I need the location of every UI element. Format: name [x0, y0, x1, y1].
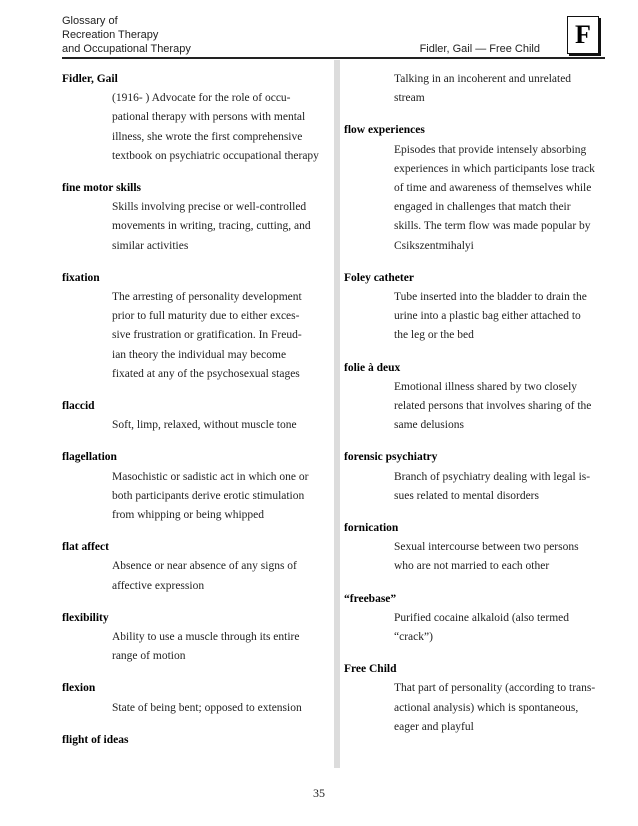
glossary-entry — [62, 731, 330, 750]
glossary-entry — [344, 121, 606, 255]
glossary-term: Fidler, Gail — [62, 73, 118, 85]
definition-line: urine into a plastic bag either attached to — [394, 310, 581, 323]
glossary-entry — [62, 448, 330, 525]
definition — [394, 70, 606, 108]
section-letter-badge: F — [567, 16, 599, 54]
definition-line: That part of personality (according to trans- — [394, 682, 596, 695]
definition — [112, 288, 330, 384]
glossary-term: flight of ideas — [62, 733, 129, 746]
definition-line: Episodes that provide intensely absorbing — [394, 143, 587, 156]
definition-line: experiences in which participants lose track — [394, 162, 595, 175]
glossary-term: flexion — [62, 682, 96, 695]
right-column — [344, 70, 606, 750]
definition-line: sues related to mental disorders — [394, 489, 539, 502]
definition-line: Emotional illness shared by two closely — [394, 380, 578, 393]
glossary-entry — [62, 538, 330, 596]
definition-line: Soft, limp, relaxed, without muscle tone — [112, 419, 297, 432]
definition-line: affective expression — [112, 579, 205, 592]
definition-line: eager and playful — [394, 720, 474, 733]
glossary-term: flat affect — [62, 541, 109, 554]
definition-line: “crack”) — [394, 631, 433, 644]
definition — [394, 679, 606, 737]
glossary-entry — [62, 609, 330, 667]
definition-line: same delusions — [394, 419, 464, 432]
glossary-term: flagellation — [62, 451, 117, 464]
definition-line: Branch of psychiatry dealing with legal is- — [394, 470, 591, 483]
definition-line: prior to full maturity due to either exces- — [112, 310, 300, 323]
definition — [394, 288, 606, 346]
glossary-term: fornication — [344, 522, 399, 535]
glossary-term: “freebase” — [344, 592, 397, 605]
definition-line: fixated at any of the psychosexual stages — [112, 367, 300, 380]
definition — [394, 378, 606, 436]
definition-line: Purified cocaine alkaloid (also termed — [394, 611, 569, 624]
definition-line: Csikszentmihalyi — [394, 239, 474, 252]
definition — [112, 198, 330, 256]
glossary-term: flexibility — [62, 611, 109, 624]
definition-line: sive frustration or gratification. In Freud- — [112, 329, 302, 342]
definition-line: from whipping or being whipped — [112, 509, 265, 522]
definition-line: illness, she wrote the first comprehensive — [112, 130, 303, 143]
definition — [112, 89, 330, 166]
glossary-entry — [62, 269, 330, 384]
running-head: Fidler, Gail — Free Child — [419, 43, 540, 55]
definition-line: textbook on psychiatric occupational therapy — [112, 149, 319, 162]
glossary-entry — [344, 660, 606, 737]
definition-line: Skills involving precise or well-controlled — [112, 201, 307, 214]
definition — [112, 628, 330, 666]
definition-line: of time and awareness of themselves while — [394, 182, 592, 195]
definition-line: similar activities — [112, 239, 189, 252]
header-rule — [62, 57, 605, 59]
glossary-entry — [344, 359, 606, 436]
page-number: 35 — [313, 786, 325, 800]
glossary-term: fixation — [62, 271, 100, 284]
glossary-term: folie à deux — [344, 361, 401, 374]
definition — [394, 538, 606, 576]
definition — [112, 699, 330, 718]
left-column — [62, 70, 330, 763]
definition — [112, 557, 330, 595]
definition-line: related persons that involves sharing of the — [394, 400, 592, 413]
definition — [112, 468, 330, 526]
glossary-entry — [62, 70, 330, 166]
glossary-entry — [344, 519, 606, 577]
definition-line: range of motion — [112, 650, 186, 663]
glossary-entry — [62, 679, 330, 717]
definition-line: (1916- ) Advocate for the role of occu- — [112, 92, 291, 105]
glossary-term: Free Child — [344, 663, 397, 676]
definition-line: who are not married to each other — [394, 560, 550, 573]
glossary-entry — [62, 397, 330, 435]
definition-line: skills. The term flow was made popular by — [394, 220, 591, 233]
definition-line: Sexual intercourse between two persons — [394, 541, 579, 554]
definition-line: movements in writing, tracing, cutting, and — [112, 220, 311, 233]
book-title-line: Glossary of — [62, 15, 118, 27]
definition-line: Masochistic or sadistic act in which one or — [112, 470, 309, 483]
right-column-entries — [344, 121, 606, 737]
definition-line: stream — [394, 92, 425, 105]
definition-line: the leg or the bed — [394, 329, 474, 342]
glossary-term: flow experiences — [344, 124, 425, 137]
definition-line: Talking in an incoherent and unrelated — [394, 73, 572, 85]
definition-line: Ability to use a muscle through its entire — [112, 631, 300, 644]
definition-line: Absence or near absence of any signs of — [112, 560, 297, 573]
glossary-term: fine motor skills — [62, 182, 142, 195]
glossary-term: Foley catheter — [344, 271, 414, 284]
definition — [394, 468, 606, 506]
definition-line: The arresting of personality development — [112, 291, 302, 304]
glossary-entry — [62, 179, 330, 256]
glossary-term: forensic psychiatry — [344, 451, 438, 464]
glossary-entry — [344, 590, 606, 648]
definition-line: actional analysis) which is spontaneous, — [394, 701, 579, 714]
book-title-line: Recreation Therapy — [62, 29, 159, 41]
book-title — [62, 14, 282, 56]
column-divider — [334, 60, 340, 768]
definition — [394, 141, 606, 256]
continued-definition — [344, 70, 606, 108]
definition-line: Tube inserted into the bladder to drain the — [394, 291, 587, 304]
glossary-term: flaccid — [62, 400, 95, 413]
definition — [394, 609, 606, 647]
definition-line: both participants derive erotic stimulation — [112, 489, 305, 502]
book-title-line: and Occupational Therapy — [62, 43, 191, 55]
definition-line: State of being bent; opposed to extension — [112, 701, 302, 714]
glossary-entry — [344, 269, 606, 346]
definition — [112, 416, 330, 435]
definition-line: engaged in challenges that match their — [394, 201, 571, 214]
definition-line: pational therapy with persons with mental — [112, 111, 306, 124]
glossary-entry — [344, 448, 606, 506]
definition-line: ian theory the individual may become — [112, 348, 287, 361]
